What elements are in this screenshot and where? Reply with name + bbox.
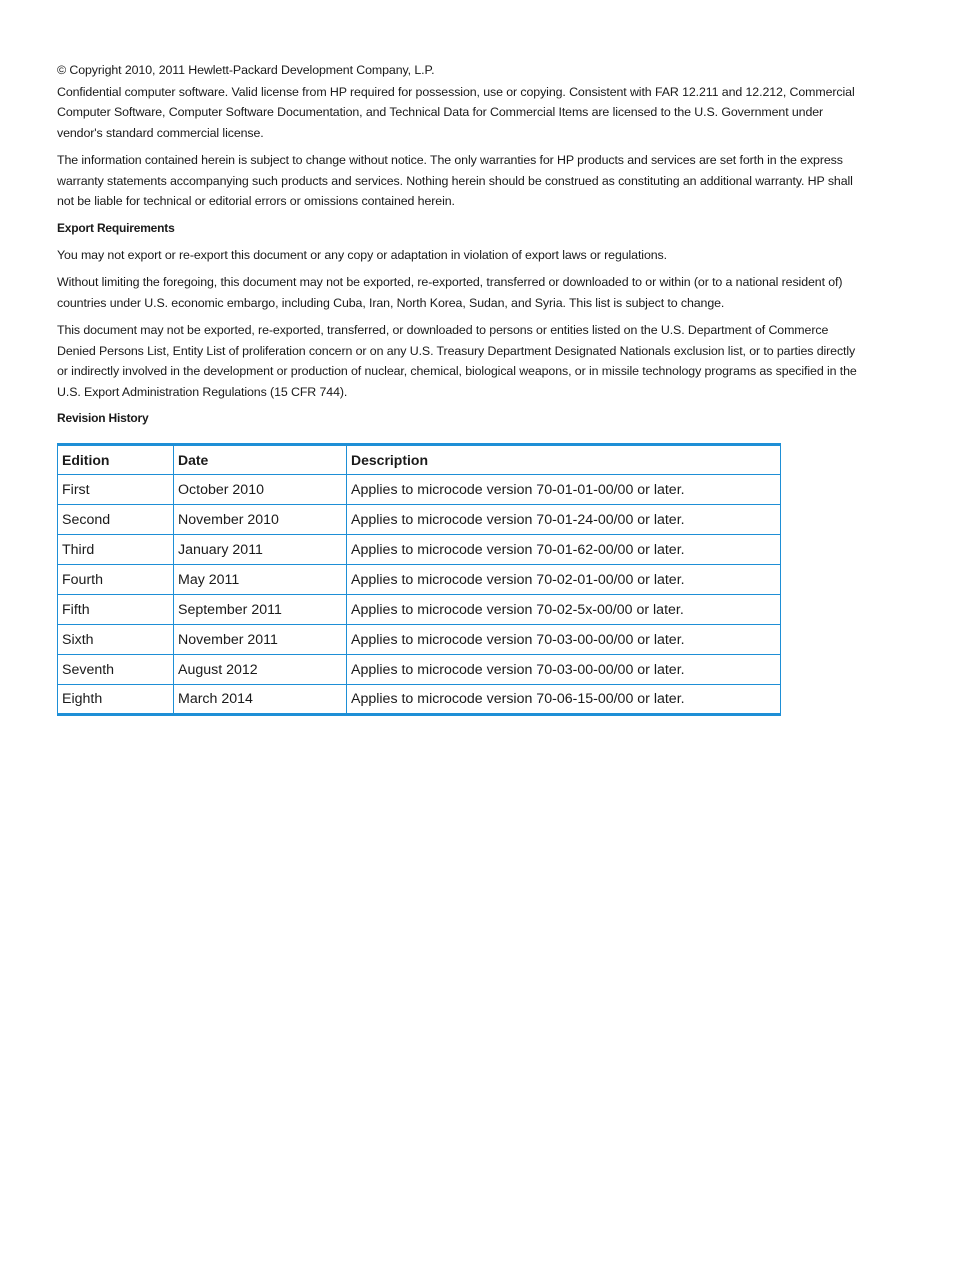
description-cell: Applies to microcode version 70-02-5x-00/00 or later. — [347, 595, 781, 625]
description-cell: Applies to microcode version 70-01-62-00/00 or later. — [347, 535, 781, 565]
column-header-date: Date — [174, 445, 347, 475]
table-row — [58, 565, 781, 595]
export-paragraph-1: You may not export or re-export this document or any copy or adaptation in violation of export laws or regulations. — [57, 247, 667, 262]
date-cell: May 2011 — [174, 565, 347, 595]
date-cell: August 2012 — [174, 655, 347, 685]
document-page — [57, 60, 869, 716]
table-row — [58, 595, 781, 625]
copyright-notice: © Copyright 2010, 2011 Hewlett-Packard Development Company, L.P. — [57, 63, 435, 77]
export-paragraph-3: This document may not be exported, re-exported, transferred, or downloaded to persons or entities listed on the U.S. Department of Commerce Denied Persons List, Entity List of proliferation concern or on any U.S. Treasury Department Designated Nationals exclusion list, or to parties directly or indirectly involved in the development or production of nuclear, chemical, biological weapons, or in missile technology programs as specified in the U.S. Export Administration Regulations (15 CFR 744). — [57, 323, 857, 399]
table-row — [58, 475, 781, 505]
column-header-edition: Edition — [58, 445, 174, 475]
edition-cell: Seventh — [58, 655, 174, 685]
date-cell: November 2010 — [174, 505, 347, 535]
table-header-row — [58, 445, 781, 475]
edition-cell: First — [58, 475, 174, 505]
table-row — [58, 625, 781, 655]
edition-cell: Eighth — [58, 685, 174, 715]
edition-cell: Second — [58, 505, 174, 535]
description-cell: Applies to microcode version 70-02-01-00/00 or later. — [347, 565, 781, 595]
date-cell: March 2014 — [174, 685, 347, 715]
edition-cell: Fifth — [58, 595, 174, 625]
date-cell: September 2011 — [174, 595, 347, 625]
description-cell: Applies to microcode version 70-01-24-00/00 or later. — [347, 505, 781, 535]
column-header-description: Description — [347, 445, 781, 475]
edition-cell: Sixth — [58, 625, 174, 655]
edition-cell: Third — [58, 535, 174, 565]
table-row — [58, 685, 781, 715]
table-row — [58, 535, 781, 565]
notice-paragraph: The information contained herein is subject to change without notice. The only warranties for HP products and services are set forth in the express warranty statements accompanying such products and services. Nothing herein should be construed as constituting an additional warranty. HP shall not be liable for technical or editorial errors or omissions contained herein. — [57, 153, 853, 208]
date-cell: November 2011 — [174, 625, 347, 655]
table-row — [58, 655, 781, 685]
description-cell: Applies to microcode version 70-01-01-00/00 or later. — [347, 475, 781, 505]
revision-history-heading: Revision History — [57, 411, 149, 425]
table-row — [58, 505, 781, 535]
date-cell: October 2010 — [174, 475, 347, 505]
edition-cell: Fourth — [58, 565, 174, 595]
license-paragraph: Confidential computer software. Valid license from HP required for possession, use or copying. Consistent with FAR 12.211 and 12.212, Commercial Computer Software, Computer Software Documentation, and Technical Data for Commercial Items are licensed to the U.S. Government under vendor's standard commercial license. — [57, 84, 855, 140]
export-paragraph-2: Without limiting the foregoing, this document may not be exported, re-exported, transferred or downloaded to or within (or to a national resident of) countries under U.S. economic embargo, including Cuba, Iran, North Korea, Sudan, and Syria. This list is subject to change. — [57, 275, 843, 310]
date-cell: January 2011 — [174, 535, 347, 565]
description-cell: Applies to microcode version 70-03-00-00/00 or later. — [347, 655, 781, 685]
export-requirements-heading: Export Requirements — [57, 220, 175, 235]
description-cell: Applies to microcode version 70-03-00-00/00 or later. — [347, 625, 781, 655]
description-cell: Applies to microcode version 70-06-15-00/00 or later. — [347, 685, 781, 715]
revision-history-table — [57, 443, 781, 716]
